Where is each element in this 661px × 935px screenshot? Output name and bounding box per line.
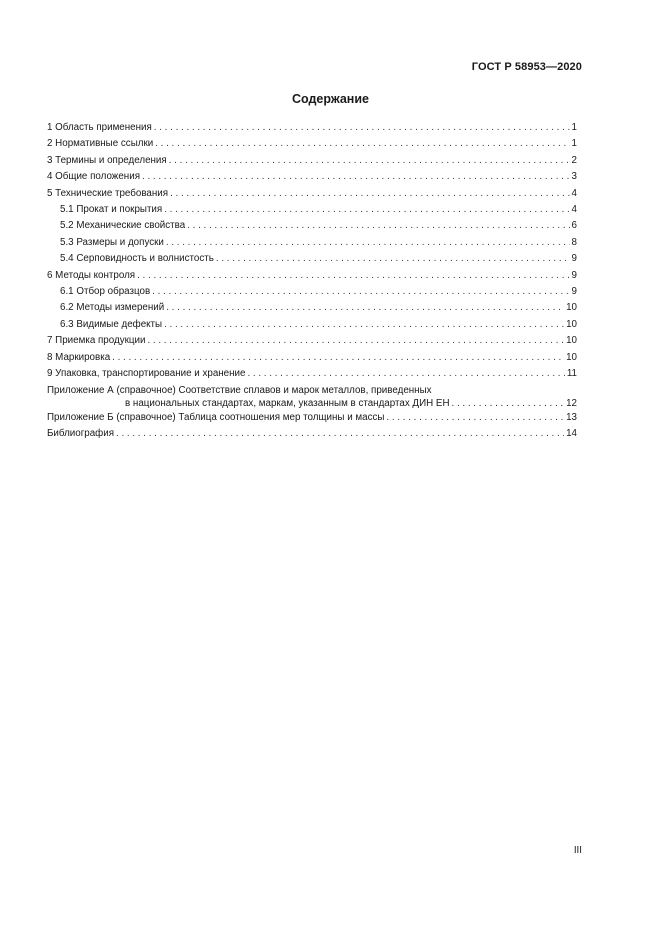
toc-entry-label: Приложение А (справочное) Соответствие сплавов и марок металлов, приведенных [47,384,432,396]
dot-leader [112,350,564,366]
toc-entry-label: 5.1 Прокат и покрытия [60,204,163,216]
toc-entry-page: 9 [571,286,577,298]
toc-entry[interactable] [47,268,577,284]
toc-entry[interactable] [47,120,577,136]
toc-entry-page: 14 [566,427,577,439]
dot-leader [216,251,570,267]
toc-entry[interactable] [47,153,577,169]
toc-entry-page: 10 [566,302,577,314]
toc-entry-label: 9 Упаковка, транспортирование и хранение [47,368,246,380]
toc-entry-page: 2 [571,154,577,166]
dot-leader [169,153,570,169]
toc-entry-label: 5.2 Механические свойства [60,220,186,232]
toc-entry-page: 10 [566,318,577,330]
toc-entry-page: 9 [571,269,577,281]
toc-entry-page: 10 [566,351,577,363]
toc-entry-label: 5 Технические требования [47,187,169,199]
dot-leader [137,268,569,284]
toc-entry-label: 2 Нормативные ссылки [47,138,154,150]
toc-entry-label: 1 Область применения [47,122,152,133]
dot-leader [166,300,564,316]
toc-entry[interactable] [47,251,577,267]
toc-entry-label: 5.4 Серповидность и волнистость [60,253,214,265]
page-title: Содержание [291,92,369,106]
toc-entry[interactable] [47,350,577,366]
toc-entry[interactable] [47,410,577,426]
dot-leader [155,136,569,152]
document-code: ГОСТ Р 58953—2020 [471,61,582,73]
toc-entry-label: 6 Методы контроля [47,269,136,281]
table-of-contents [47,120,577,442]
toc-entry-appendix-a[interactable] [47,384,577,410]
toc-entry-label: 5.3 Размеры и допуски [60,236,164,248]
toc-entry-label-continued: в национальных стандартах, маркам, указанным в стандартах ДИН ЕН [125,397,450,409]
dot-leader [187,218,569,234]
toc-entry[interactable] [47,186,577,202]
toc-entry-label: Библиография [47,427,115,439]
dot-leader [164,317,564,333]
toc-entry-label: 3 Термины и определения [47,154,167,166]
toc-entry-page: 1 [571,122,577,133]
dot-leader [152,284,569,300]
toc-entry[interactable] [47,218,577,234]
toc-entry-page: 4 [571,187,577,199]
toc-entry-page: 12 [566,397,577,409]
toc-entry[interactable] [47,333,577,349]
dot-leader [247,366,564,382]
toc-entry[interactable] [47,426,577,442]
toc-entry[interactable] [47,202,577,218]
toc-entry-page: 1 [571,138,577,150]
toc-entry[interactable] [47,235,577,251]
toc-entry-label: 4 Общие положения [47,171,140,183]
toc-entry[interactable] [47,136,577,152]
toc-entry-page: 4 [571,204,577,216]
dot-leader [154,120,570,136]
toc-entry-page: 6 [571,220,577,232]
toc-entry-page: 11 [566,368,577,380]
toc-entry[interactable] [47,300,577,316]
dot-leader [164,202,569,218]
page-number: III [573,845,582,856]
toc-entry[interactable] [47,284,577,300]
toc-entry-page: 8 [571,236,577,248]
toc-entry-page: 9 [571,253,577,265]
toc-entry-page: 3 [571,171,577,183]
dot-leader [166,235,570,251]
toc-entry-label: 6.1 Отбор образцов [60,286,151,298]
toc-entry-page: 13 [566,411,577,423]
toc-entry[interactable] [47,169,577,185]
dot-leader [116,426,564,442]
toc-entry-label: 6.2 Методы измерений [60,302,165,314]
toc-entry-label: 8 Маркировка [47,351,111,363]
dot-leader [452,397,565,410]
toc-entry-label: Приложение Б (справочное) Таблица соотношения мер толщины и массы [47,411,385,423]
toc-entry-label: 7 Приемка продукции [47,335,146,347]
dot-leader [386,410,564,426]
dot-leader [147,333,564,349]
toc-entry-label: 6.3 Видимые дефекты [60,318,163,330]
toc-entry-page: 10 [566,335,577,347]
dot-leader [142,169,570,185]
toc-entry[interactable] [47,317,577,333]
toc-entry[interactable] [47,366,577,382]
dot-leader [170,186,569,202]
